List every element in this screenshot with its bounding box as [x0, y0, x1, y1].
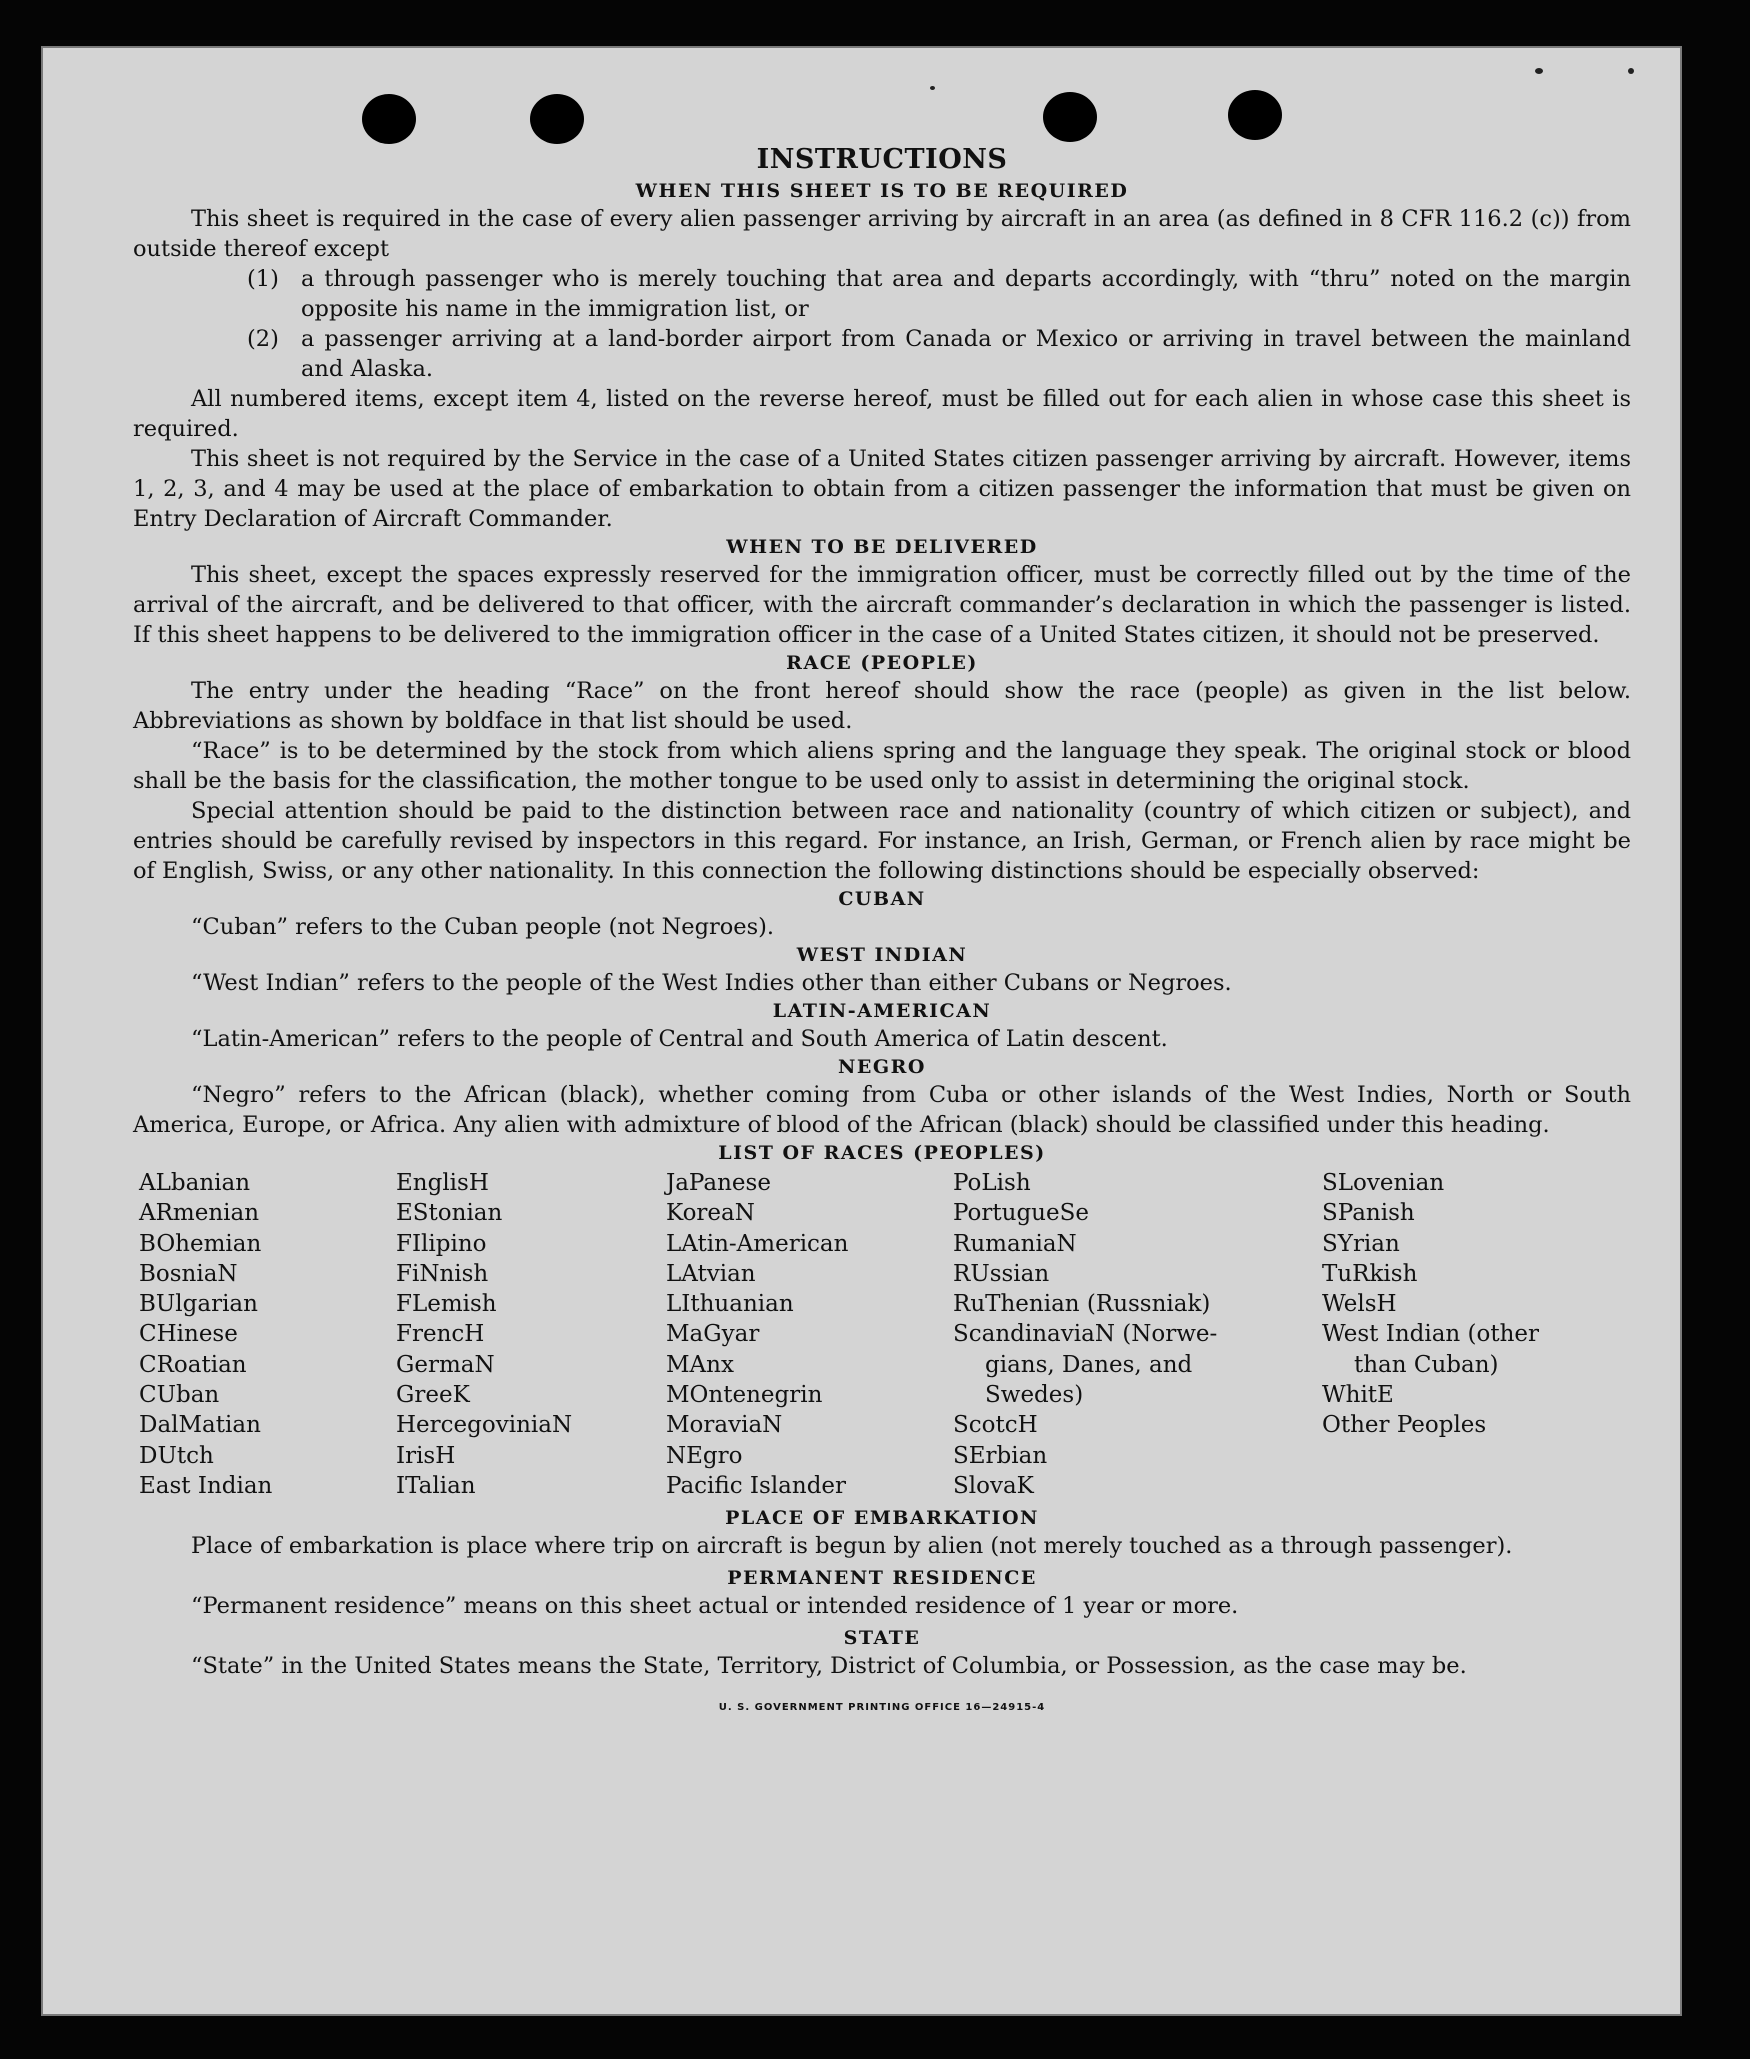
printer-imprint: U. S. GOVERNMENT PRINTING OFFICE 16—24915-4 — [718, 1702, 1046, 1714]
race-entry: SYrian — [1322, 1230, 1400, 1257]
punch-hole — [1228, 90, 1282, 140]
race-entry: GreeK — [396, 1382, 470, 1409]
paragraph: “Latin-American” refers to the people of Central and South America of Latin descent. — [191, 1026, 1168, 1052]
race-entry: Swedes) — [985, 1382, 1084, 1409]
heading-race: RACE (PEOPLE) — [786, 652, 978, 674]
race-entry: BUlgarian — [139, 1291, 258, 1318]
paragraph: “Cuban” refers to the Cuban people (not Negroes). — [191, 914, 775, 940]
race-entry: SLovenian — [1322, 1170, 1445, 1196]
race-entry: MaGyar — [666, 1321, 760, 1348]
paragraph: “Negro” refers to the African (black), whether coming from Cuba or other islands of the West Indies, North or South America, Europe, or Africa. Any alien with admixture of blood of the African (black) should be classified under this heading. — [133, 1082, 1631, 1138]
race-entry: HercegoviniaN — [396, 1412, 573, 1439]
speck — [1628, 68, 1634, 74]
race-entry: WelsH — [1322, 1291, 1397, 1318]
race-entry: SErbian — [953, 1442, 1048, 1469]
race-entry: LAtvian — [666, 1260, 756, 1287]
race-column — [953, 1168, 1322, 1501]
race-entry: ScotcH — [953, 1412, 1038, 1439]
race-column — [396, 1168, 666, 1501]
race-entry: FLemish — [396, 1291, 497, 1318]
race-column — [666, 1168, 953, 1501]
race-entry: MAnx — [666, 1351, 734, 1378]
heading-when-delivered: WHEN TO BE DELIVERED — [726, 536, 1038, 558]
race-entry: CRoatian — [139, 1351, 247, 1378]
punch-hole — [1043, 92, 1097, 142]
speck — [1535, 68, 1543, 74]
race-entry: Pacific Islander — [666, 1472, 847, 1499]
heading-west-indian: WEST INDIAN — [796, 944, 968, 966]
race-entry: JaPanese — [666, 1170, 771, 1196]
race-column — [1322, 1168, 1582, 1501]
item-number: (1) — [247, 266, 279, 292]
race-entry: LAtin-American — [666, 1230, 849, 1257]
race-entry: FIlipino — [396, 1230, 487, 1257]
race-entry: TuRkish — [1322, 1260, 1418, 1287]
list-item — [247, 264, 1631, 324]
document-page — [41, 46, 1682, 2016]
heading-latin-american: LATIN-AMERICAN — [772, 1000, 992, 1022]
race-entry: FrencH — [396, 1321, 485, 1348]
race-entry: DalMatian — [139, 1412, 261, 1439]
race-entry: East Indian — [139, 1472, 273, 1499]
race-entry: ScandinaviaN (Norwe- — [953, 1321, 1218, 1348]
paragraph: “State” in the United States means the State, Territory, District of Columbia, or Possession, as the case may be. — [191, 1653, 1467, 1680]
paragraph: Place of embarkation is place where trip on aircraft is begun by alien (not merely touched as a through passenger). — [191, 1533, 1513, 1560]
race-entry: SPanish — [1322, 1200, 1415, 1227]
race-entry: DUtch — [139, 1442, 214, 1469]
races-list — [139, 1168, 1631, 1501]
race-entry: FiNnish — [396, 1260, 489, 1287]
race-entry: KoreaN — [666, 1200, 755, 1227]
speck — [930, 86, 935, 90]
race-entry: ARmenian — [139, 1200, 260, 1227]
heading-negro: NEGRO — [838, 1056, 926, 1078]
race-entry: EnglisH — [396, 1170, 489, 1196]
race-entry: ITalian — [396, 1472, 476, 1499]
race-entry: CUban — [139, 1382, 220, 1409]
race-entry: NEgro — [666, 1442, 743, 1469]
race-entry: Other Peoples — [1322, 1412, 1487, 1439]
paragraph: “West Indian” refers to the people of the West Indies other than either Cubans or Negroes. — [191, 970, 1232, 996]
race-entry: PortugueSe — [953, 1200, 1089, 1227]
race-column — [139, 1168, 396, 1501]
punch-hole — [362, 94, 416, 144]
paragraph: “Race” is to be determined by the stock from which aliens spring and the language they speak. The original stock or blood shall be the basis for the classification, the mother tongue to be used only to assist in determining the original stock. — [133, 738, 1631, 794]
race-entry: West Indian (other — [1322, 1321, 1540, 1348]
race-entry: PoLish — [953, 1170, 1031, 1196]
race-entry: RumaniaN — [953, 1230, 1077, 1257]
paragraph: Special attention should be paid to the distinction between race and nationality (country of which citizen or subject), and entries should be carefully revised by inspectors in this regard. For instance, an Irish, German, or French alien by race might be of English, Swiss, or any other nationality. In this connection the following distinctions should be especially observed: — [133, 798, 1631, 884]
paragraph: This sheet is required in the case of every alien passenger arriving by aircraft in an area (as defined in 8 CFR 116.2 (c)) from outside thereof except — [133, 206, 1631, 262]
race-entry: RUssian — [953, 1260, 1050, 1287]
race-entry: GermaN — [396, 1351, 495, 1378]
heading-cuban: CUBAN — [838, 888, 926, 910]
page-title: INSTRUCTIONS — [756, 144, 1008, 175]
race-entry: WhitE — [1322, 1382, 1394, 1409]
race-entry: IrisH — [396, 1442, 456, 1469]
heading-state: STATE — [843, 1627, 921, 1650]
heading-residence: PERMANENT RESIDENCE — [727, 1567, 1037, 1590]
heading-embarkation: PLACE OF EMBARKATION — [725, 1507, 1039, 1530]
race-entry: MoraviaN — [666, 1412, 783, 1439]
instructions-content — [133, 142, 1631, 1723]
race-entry: BosniaN — [139, 1260, 238, 1287]
race-entry: EStonian — [396, 1200, 503, 1227]
race-entry: RuThenian (Russniak) — [953, 1291, 1211, 1318]
paragraph: All numbered items, except item 4, listed on the reverse hereof, must be filled out for each alien in whose case this sheet is required. — [133, 386, 1631, 442]
race-entry: SlovaK — [953, 1472, 1034, 1499]
race-entry: LIthuanian — [666, 1291, 794, 1318]
punch-hole — [530, 94, 584, 144]
item-number: (2) — [247, 326, 279, 352]
heading-when-required: WHEN THIS SHEET IS TO BE REQUIRED — [635, 180, 1129, 202]
race-entry: MOntenegrin — [666, 1382, 823, 1409]
paragraph: This sheet, except the spaces expressly reserved for the immigration officer, must be correctly filled out by the time of the arrival of the aircraft, and be delivered to that officer, with the aircraft commander’s declaration in which the passenger is listed. If this sheet happens to be delivered to the immigration officer in the case of a United States citizen, it should not be preserved. — [133, 562, 1631, 648]
race-entry: gians, Danes, and — [985, 1351, 1193, 1378]
list-item — [247, 324, 1631, 384]
race-entry: BOhemian — [139, 1230, 262, 1257]
item-text: a passenger arriving at a land-border airport from Canada or Mexico or arriving in travel between the mainland and Alaska. — [301, 326, 1631, 382]
paragraph: “Permanent residence” means on this sheet actual or intended residence of 1 year or more. — [191, 1593, 1239, 1620]
race-entry: CHinese — [139, 1321, 238, 1348]
heading-races-list: LIST OF RACES (PEOPLES) — [718, 1142, 1046, 1164]
paragraph: The entry under the heading “Race” on the front hereof should show the race (people) as given in the list below. Abbreviations as shown by boldface in that list should be used. — [133, 678, 1631, 734]
race-entry: ALbanian — [139, 1170, 251, 1196]
item-text: a through passenger who is merely touching that area and departs accordingly, with “thru” noted on the margin opposite his name in the immigration list, or — [301, 266, 1631, 322]
paragraph: This sheet is not required by the Service in the case of a United States citizen passenger arriving by aircraft. However, items 1, 2, 3, and 4 may be used at the place of embarkation to obtain from a citizen passenger the information that must be given on Entry Declaration of Aircraft Commander. — [133, 446, 1631, 532]
race-entry: than Cuban) — [1354, 1351, 1499, 1378]
